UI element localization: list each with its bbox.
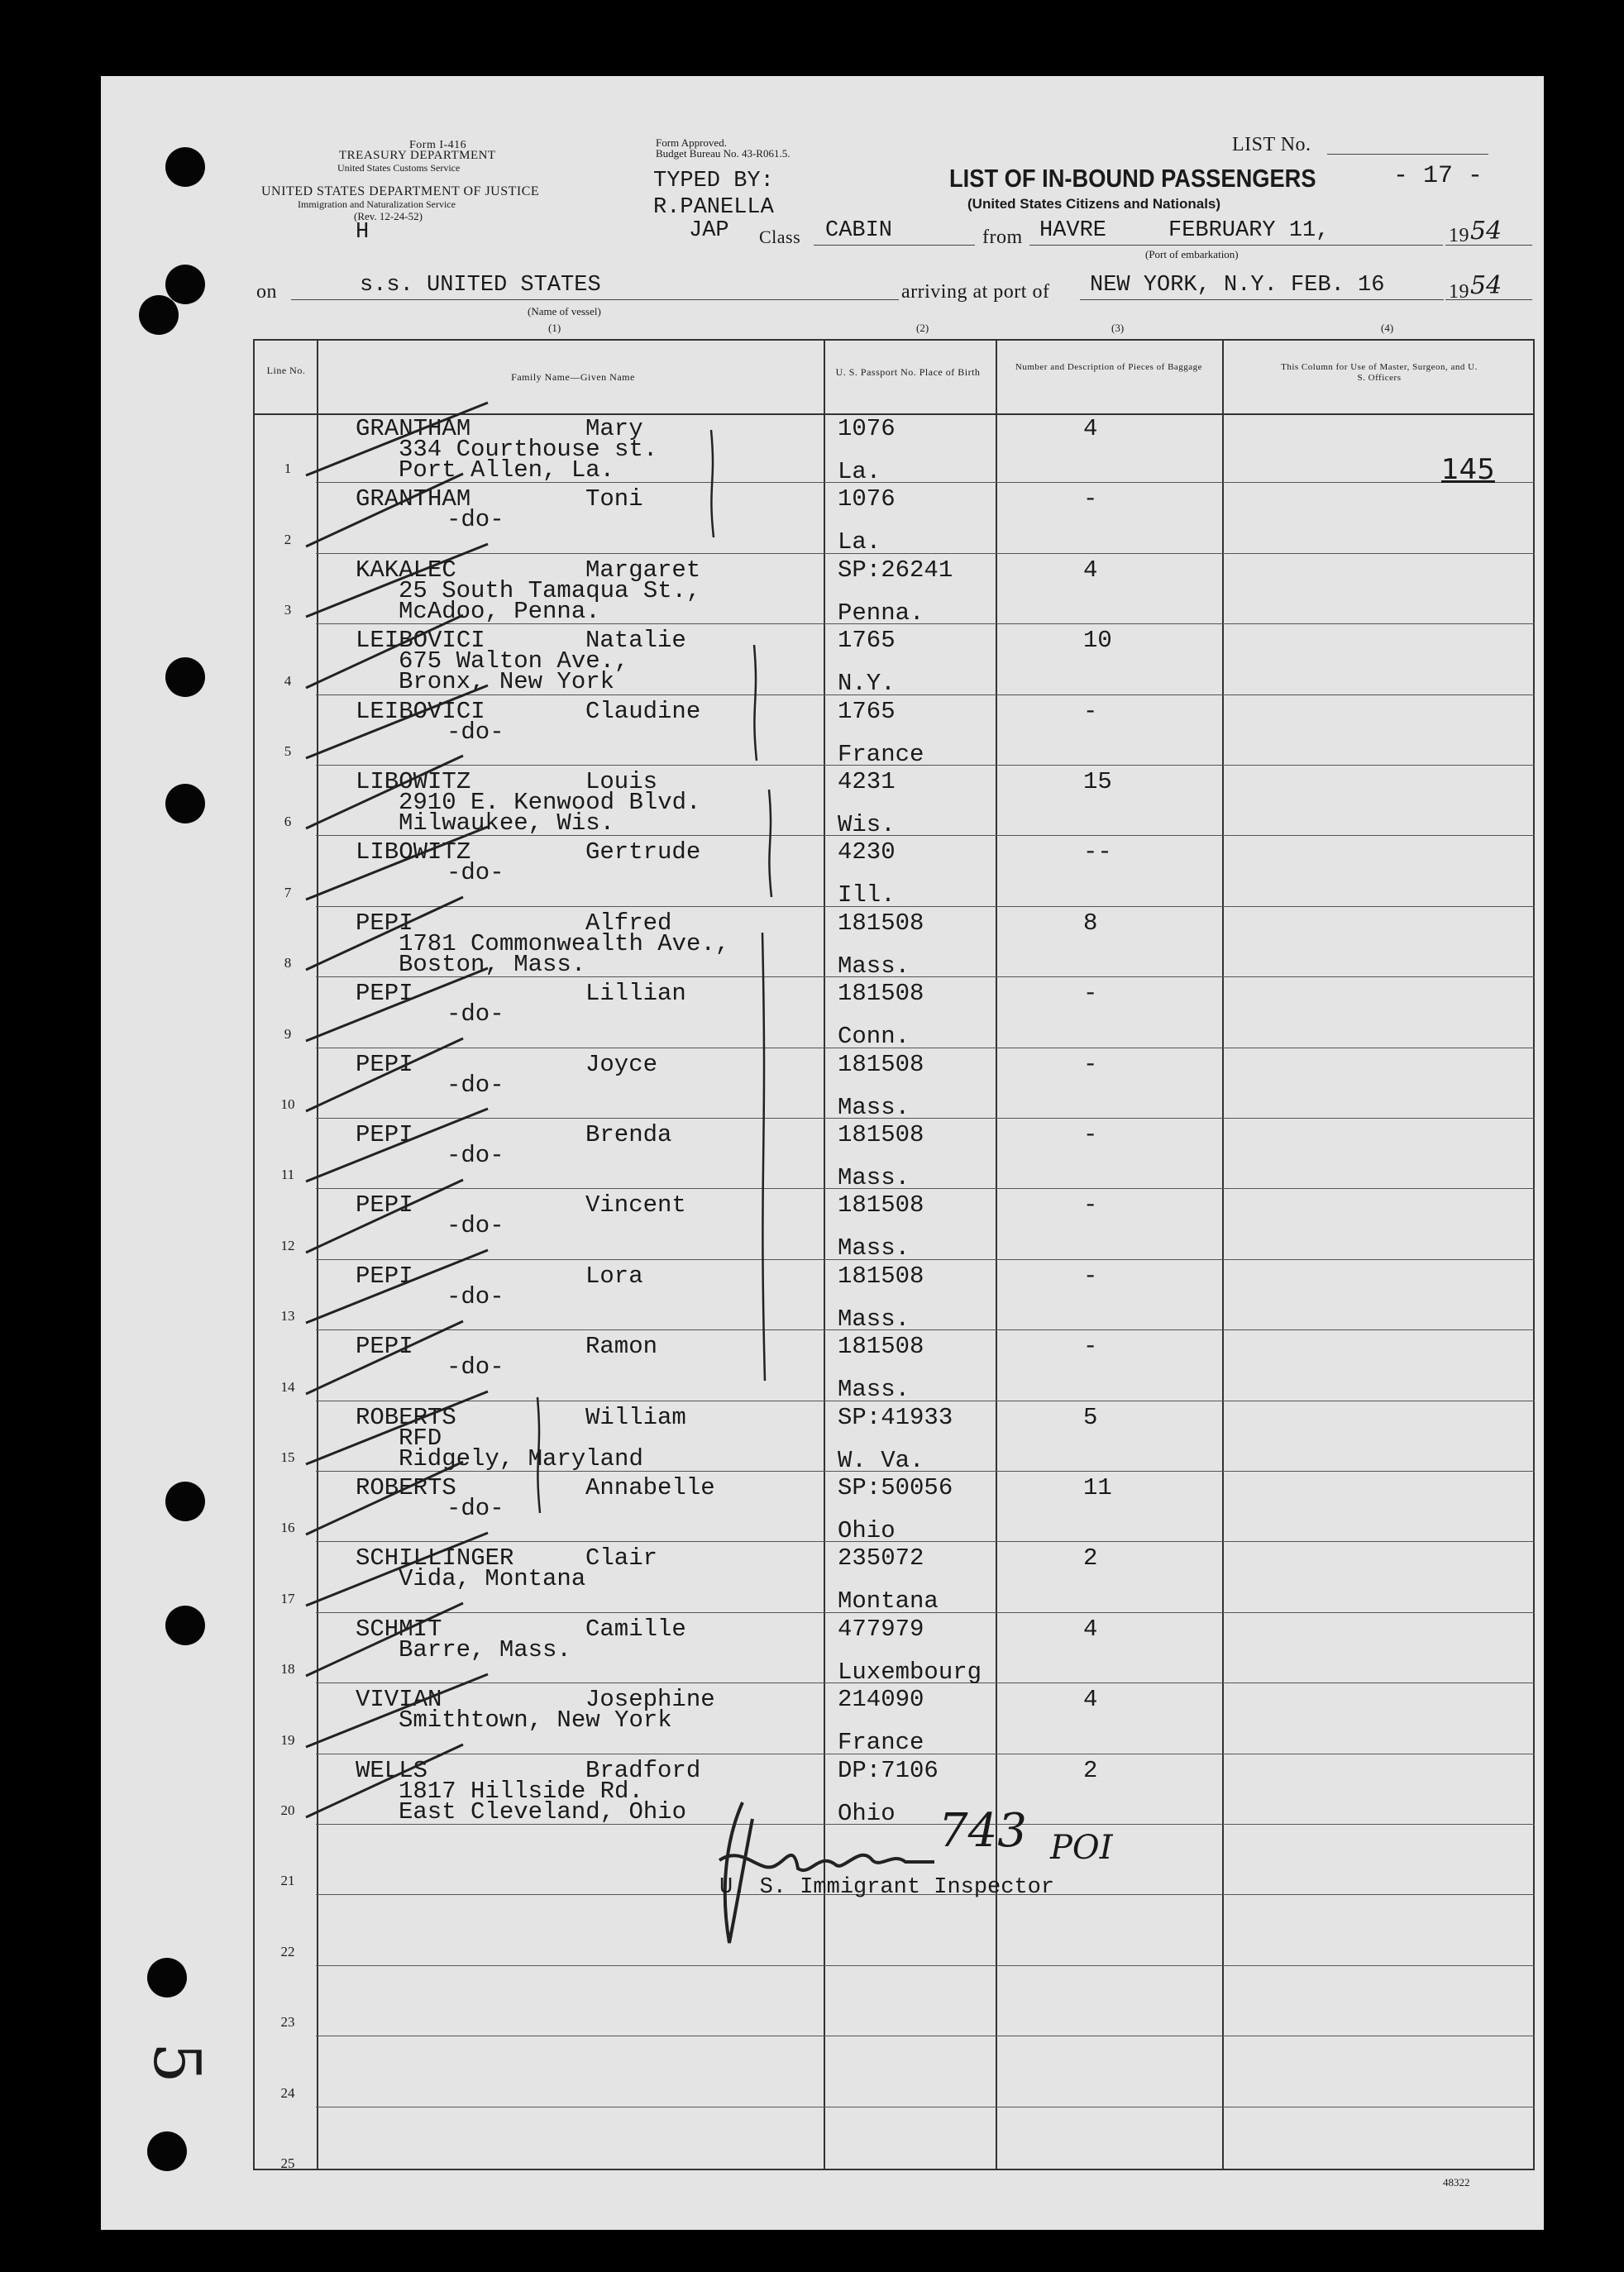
given-name: Joyce: [585, 1051, 658, 1078]
passport-number: 181508: [838, 909, 924, 937]
place-of-birth: Ill.: [838, 881, 896, 909]
family-name: LIBOWITZ: [356, 838, 471, 866]
h-mark: H: [356, 220, 370, 245]
passport-number: SP:41933: [838, 1404, 953, 1431]
address-line-1: 25 South Tamaqua St.,: [399, 577, 701, 604]
line-number: 3: [284, 602, 292, 618]
given-name: Annabelle: [585, 1474, 715, 1501]
given-name: Toni: [585, 485, 643, 513]
form-approved: Form Approved.: [656, 136, 727, 149]
baggage-count: 15: [1083, 768, 1112, 795]
arrival-underline: [1080, 299, 1444, 300]
line-number: 12: [280, 1238, 295, 1253]
line-number: 23: [280, 2014, 295, 2030]
given-name: Ramon: [585, 1333, 658, 1360]
baggage-count: -: [1083, 980, 1098, 1007]
class-underline: [814, 245, 975, 246]
place-of-birth: Penna.: [838, 599, 924, 627]
address-line-1: Vida, Montana: [399, 1565, 586, 1592]
list-number: - 17 -: [1393, 162, 1483, 190]
passport-number: 1076: [838, 485, 896, 513]
vessel-name: s.s. UNITED STATES: [360, 273, 601, 298]
place-of-birth: Luxembourg: [838, 1659, 982, 1686]
baggage-count: 5: [1083, 1404, 1098, 1431]
place-of-birth: Mass.: [838, 1305, 910, 1333]
place-of-birth: Montana: [838, 1587, 939, 1615]
line-number: 2: [284, 532, 292, 547]
baggage-count: -: [1083, 485, 1098, 513]
place-of-birth: Mass.: [838, 1234, 910, 1262]
given-name: Josephine: [585, 1686, 715, 1713]
passport-number: 181508: [838, 1262, 924, 1290]
passport-number: 181508: [838, 1191, 924, 1219]
punch-hole: [165, 1482, 205, 1521]
family-name: PEPI: [356, 909, 413, 937]
address-line-2: McAdoo, Penna.: [399, 598, 600, 625]
arrival-year-underline: [1445, 299, 1532, 300]
line-number: 21: [280, 1873, 295, 1888]
margin-mark: 5: [138, 2042, 213, 2083]
given-name: Mary: [585, 415, 643, 442]
baggage-header: Number and Description of Pieces of Baggage: [1015, 362, 1203, 372]
justice-dept: UNITED STATES DEPARTMENT OF JUSTICE: [261, 184, 540, 198]
row-divider: [316, 1259, 1535, 1260]
punch-hole: [165, 784, 205, 823]
passport-number: DP:7106: [838, 1757, 939, 1784]
row-divider: [316, 906, 1535, 907]
list-no-underline: [1327, 154, 1488, 155]
passport-number: 181508: [838, 1333, 924, 1360]
address-line-1: 1817 Hillside Rd.: [399, 1778, 643, 1805]
depart-year-suffix: 54: [1470, 217, 1502, 246]
row-divider: [316, 1329, 1535, 1330]
line-number: 14: [280, 1379, 295, 1395]
on-label: on: [256, 281, 277, 303]
given-name: Camille: [585, 1616, 686, 1643]
address-line-1: -do-: [447, 1142, 504, 1169]
baggage-count: 2: [1083, 1757, 1098, 1784]
family-name: VIVIAN: [356, 1686, 442, 1713]
family-name: PEPI: [356, 1051, 413, 1078]
punch-hole: [165, 1606, 205, 1645]
line-number: 22: [280, 1944, 295, 1959]
year-underline: [1445, 245, 1532, 246]
family-name: GRANTHAM: [356, 485, 471, 513]
arrival-port: NEW YORK, N.Y. FEB. 16: [1090, 273, 1385, 298]
address-line-1: 1781 Commonwealth Ave.,: [399, 930, 730, 957]
address-line-1: RFD: [399, 1425, 442, 1452]
passport-number: 214090: [838, 1686, 924, 1713]
passport-number: 4231: [838, 768, 896, 795]
given-name: Lillian: [585, 980, 686, 1007]
place-of-birth: France: [838, 741, 924, 768]
arriving-label: arriving at port of: [901, 281, 1050, 303]
baggage-count: 4: [1083, 415, 1098, 442]
arrival-year-prefix: 19: [1449, 281, 1469, 303]
family-name: PEPI: [356, 980, 413, 1007]
place-of-birth: Mass.: [838, 1094, 910, 1121]
line-number: 1: [284, 461, 292, 476]
family-name: PEPI: [356, 1262, 413, 1290]
punch-hole: [139, 295, 179, 335]
row-divider: [316, 553, 1535, 554]
officers-header: This Column for Use of Master, Surgeon, and U. S. Officers: [1281, 362, 1478, 383]
line-number: 8: [284, 955, 292, 971]
line-number: 7: [284, 885, 292, 900]
baggage-count: 10: [1083, 627, 1112, 654]
passport-number: 235072: [838, 1544, 924, 1572]
baggage-count: 2: [1083, 1544, 1098, 1572]
given-name: Clair: [585, 1544, 658, 1572]
officer-number: 145: [1441, 453, 1495, 486]
given-name: Margaret: [585, 556, 701, 584]
baggage-count: 4: [1083, 1616, 1098, 1643]
inspector-title: U. S. Immigrant Inspector: [719, 1875, 1055, 1900]
line-number: 4: [284, 673, 292, 689]
passport-number: 181508: [838, 980, 924, 1007]
inspector-signature: [695, 1786, 1125, 1959]
row-divider: [316, 1118, 1535, 1119]
arrival-year-suffix: 54: [1470, 271, 1502, 300]
row-divider: [316, 1541, 1535, 1542]
form-number: Form I-416: [409, 139, 467, 151]
from-underline: [1029, 245, 1443, 246]
address-line-1: 334 Courthouse st.: [399, 436, 658, 463]
typed-by-name: R.PANELLA: [653, 195, 774, 220]
passport-number: 477979: [838, 1616, 924, 1643]
class-value: CABIN: [825, 218, 893, 243]
list-subtitle: (United States Citizens and Nationals): [967, 196, 1221, 212]
address-line-1: -do-: [447, 1495, 504, 1522]
row-divider: [316, 765, 1535, 766]
depart-year-prefix: 19: [1449, 225, 1469, 246]
baggage-count: -: [1083, 1191, 1098, 1219]
embark-caption: (Port of embarkation): [1145, 248, 1239, 260]
place-of-birth: Ohio: [838, 1800, 896, 1827]
baggage-count: 8: [1083, 909, 1098, 937]
given-name: Vincent: [585, 1191, 686, 1219]
baggage-count: 11: [1083, 1474, 1112, 1501]
line-number: 13: [280, 1308, 295, 1324]
baggage-count: -: [1083, 1121, 1098, 1148]
col4-num-top: (4): [1381, 322, 1394, 334]
passport-number: SP:26241: [838, 556, 953, 584]
given-name: Bradford: [585, 1757, 701, 1784]
form-revision: (Rev. 12-24-52): [354, 210, 423, 222]
class-label: Class: [759, 227, 801, 247]
place-of-birth: N.Y.: [838, 670, 896, 697]
address-line-1: Barre, Mass.: [399, 1636, 571, 1663]
family-name: LEIBOVICI: [356, 698, 485, 725]
place-of-birth: Conn.: [838, 1023, 910, 1050]
address-line-1: -do-: [447, 1212, 504, 1239]
ins-service: Immigration and Naturalization Service: [298, 198, 456, 210]
typed-by-label: TYPED BY:: [653, 169, 774, 193]
passport-number: 4230: [838, 838, 896, 866]
line-number: 16: [280, 1520, 295, 1535]
passport-header: U. S. Passport No. Place of Birth: [835, 366, 981, 378]
punch-hole: [165, 147, 205, 187]
baggage-count: 4: [1083, 1686, 1098, 1713]
punch-hole: [147, 1958, 187, 1998]
line-number: 11: [280, 1167, 295, 1182]
given-name: Lora: [585, 1262, 643, 1290]
footer-code: 48322: [1443, 2176, 1470, 2188]
line-no-header: Line No.: [266, 365, 306, 376]
list-title: LIST OF IN-BOUND PASSENGERS: [949, 164, 1316, 193]
address-line-1: -do-: [447, 1283, 504, 1310]
baggage-count: -: [1083, 1333, 1098, 1360]
row-divider: [316, 1965, 1535, 1966]
list-no-label: LIST No.: [1232, 134, 1311, 155]
place-of-birth: Ohio: [838, 1517, 896, 1544]
line-number: 6: [284, 814, 292, 829]
family-name: SCHILLINGER: [356, 1544, 514, 1572]
vessel-underline: [291, 299, 899, 300]
passport-number: 181508: [838, 1051, 924, 1078]
address-line-1: -do-: [447, 1000, 504, 1028]
customs-service: United States Customs Service: [337, 162, 461, 174]
place-of-birth: Wis.: [838, 811, 896, 838]
baggage-count: -: [1083, 698, 1098, 725]
line-number: 17: [280, 1591, 295, 1606]
address-line-1: 675 Walton Ave.,: [399, 647, 629, 675]
given-name: Claudine: [585, 698, 701, 725]
col1-num-top: (1): [548, 322, 561, 334]
passport-number: SP:50056: [838, 1474, 953, 1501]
family-name: WELLS: [356, 1757, 428, 1784]
line-number: 24: [280, 2085, 295, 2101]
family-name: PEPI: [356, 1121, 413, 1148]
family-name: ROBERTS: [356, 1404, 456, 1431]
line-number: 25: [280, 2155, 295, 2171]
place-of-birth: La.: [838, 458, 881, 485]
line-number: 15: [280, 1449, 295, 1465]
family-name: PEPI: [356, 1191, 413, 1219]
passport-number: 1765: [838, 698, 896, 725]
address-line-2: Port Allen, La.: [399, 456, 615, 484]
from-label: from: [982, 227, 1023, 248]
baggage-count: 4: [1083, 556, 1098, 584]
line-number: 20: [280, 1802, 295, 1818]
place-of-birth: Mass.: [838, 952, 910, 980]
address-line-2: East Cleveland, Ohio: [399, 1798, 687, 1826]
baggage-count: --: [1083, 838, 1112, 866]
given-name: William: [585, 1404, 686, 1431]
place-of-birth: Mass.: [838, 1376, 910, 1403]
address-line-2: Bronx, New York: [399, 668, 615, 695]
treasury-dept: TREASURY DEPARTMENT: [339, 149, 496, 162]
place-of-birth: France: [838, 1729, 924, 1756]
place-of-birth: Mass.: [838, 1164, 910, 1191]
address-line-1: Smithtown, New York: [399, 1706, 672, 1734]
name-header: Family Name—Given Name: [511, 371, 635, 383]
baggage-count: -: [1083, 1051, 1098, 1078]
family-name: PEPI: [356, 1333, 413, 1360]
inspector-port: POI: [1050, 1829, 1113, 1867]
family-name: GRANTHAM: [356, 415, 471, 442]
address-line-1: -do-: [447, 506, 504, 533]
line-number: 19: [280, 1732, 295, 1748]
given-name: Natalie: [585, 627, 686, 654]
col3-num-top: (3): [1111, 322, 1125, 334]
line-number: 10: [280, 1096, 295, 1112]
given-name: Louis: [585, 768, 658, 795]
family-name: ROBERTS: [356, 1474, 456, 1501]
address-line-1: -do-: [447, 1353, 504, 1381]
address-line-1: 2910 E. Kenwood Blvd.: [399, 789, 701, 816]
address-line-1: -do-: [447, 718, 504, 746]
line-number: 9: [284, 1026, 292, 1042]
from-port: HAVRE: [1039, 218, 1107, 243]
place-of-birth: W. Va.: [838, 1447, 924, 1474]
line-number: 18: [280, 1661, 295, 1677]
address-line-2: Milwaukee, Wis.: [399, 809, 615, 837]
passport-number: 1765: [838, 627, 896, 654]
budget-bureau: Budget Bureau No. 43-R061.5.: [656, 147, 791, 160]
row-divider: [316, 1188, 1535, 1189]
place-of-birth: La.: [838, 528, 881, 556]
family-name: SCHMIT: [356, 1616, 442, 1643]
given-name: Gertrude: [585, 838, 701, 866]
address-line-1: -do-: [447, 1072, 504, 1099]
inspector-number: 743: [939, 1804, 1027, 1858]
punch-hole: [147, 2131, 187, 2171]
family-name: KAKALEC: [356, 556, 456, 584]
given-name: Brenda: [585, 1121, 672, 1148]
family-name: LEIBOVICI: [356, 627, 485, 654]
address-line-2: Boston, Mass.: [399, 951, 586, 978]
baggage-count: -: [1083, 1262, 1098, 1290]
family-name: LIBOWITZ: [356, 768, 471, 795]
line-number: 5: [284, 743, 292, 759]
punch-hole: [165, 265, 205, 304]
initials: JAP: [689, 218, 729, 243]
address-line-2: Ridgely, Maryland: [399, 1445, 643, 1473]
depart-date: FEBRUARY 11,: [1168, 218, 1330, 243]
vessel-caption: (Name of vessel): [528, 305, 601, 317]
given-name: Alfred: [585, 909, 672, 937]
passport-number: 1076: [838, 415, 896, 442]
col2-num-top: (2): [916, 322, 929, 334]
address-line-1: -do-: [447, 859, 504, 886]
punch-hole: [165, 657, 205, 697]
passport-number: 181508: [838, 1121, 924, 1148]
